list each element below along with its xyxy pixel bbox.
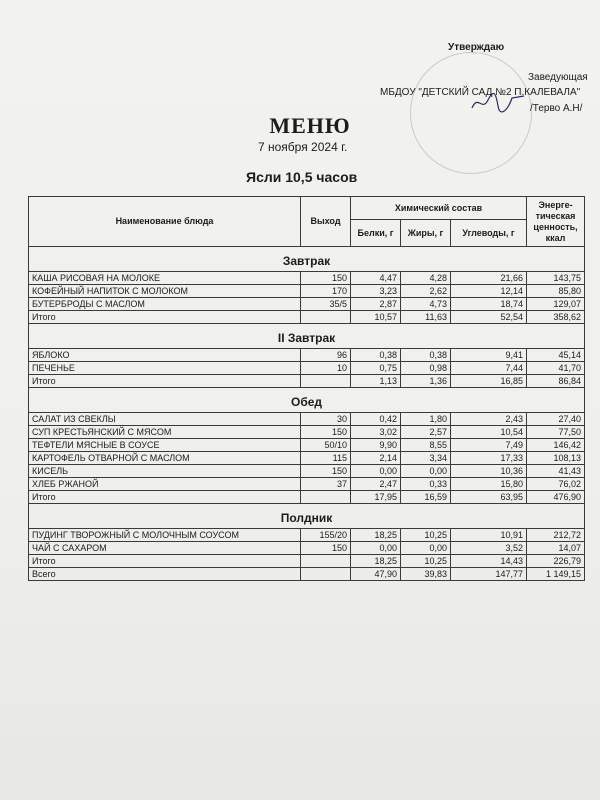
dish-name: ПЕЧЕНЬЕ: [29, 362, 301, 375]
dish-energy: 41,43: [527, 465, 585, 478]
dish-fat: 8,55: [401, 439, 451, 452]
dish-fat: 4,73: [401, 298, 451, 311]
dish-protein: 3,23: [351, 285, 401, 298]
total-fat: 1,36: [401, 375, 451, 388]
grand-total-label: Всего: [29, 568, 301, 581]
dish-protein: 0,00: [351, 465, 401, 478]
total-fat: 10,25: [401, 555, 451, 568]
total-fat: 11,63: [401, 311, 451, 324]
total-row: [29, 491, 585, 504]
dish-name: КОФЕЙНЫЙ НАПИТОК С МОЛОКОМ: [29, 285, 301, 298]
grand-total-carbs: 147,77: [451, 568, 527, 581]
dish-protein: 0,38: [351, 349, 401, 362]
col-carbs-header: Углеводы, г: [451, 220, 527, 247]
dish-energy: 76,02: [527, 478, 585, 491]
approval-name: /Терво А.Н/: [530, 103, 583, 114]
dish-energy: 27,40: [527, 413, 585, 426]
table-row: [29, 465, 585, 478]
dish-protein: 2,47: [351, 478, 401, 491]
grand-total-energy: 1 149,15: [527, 568, 585, 581]
menu-table: [28, 196, 585, 581]
dish-energy: 146,42: [527, 439, 585, 452]
dish-fat: 1,80: [401, 413, 451, 426]
dish-carbs: 10,54: [451, 426, 527, 439]
table-row: [29, 439, 585, 452]
table-row: [29, 478, 585, 491]
dish-name: САЛАТ ИЗ СВЕКЛЫ: [29, 413, 301, 426]
dish-carbs: 17,33: [451, 452, 527, 465]
section-header-row: [29, 324, 585, 349]
dish-name: СУП КРЕСТЬЯНСКИЙ С МЯСОМ: [29, 426, 301, 439]
empty-cell: [301, 375, 351, 388]
total-row: [29, 375, 585, 388]
dish-fat: 2,57: [401, 426, 451, 439]
dish-output: 10: [301, 362, 351, 375]
dish-fat: 0,38: [401, 349, 451, 362]
dish-fat: 2,62: [401, 285, 451, 298]
dish-carbs: 15,80: [451, 478, 527, 491]
table-row: [29, 542, 585, 555]
dish-output: 150: [301, 542, 351, 555]
dish-output: 150: [301, 272, 351, 285]
dish-energy: 45,14: [527, 349, 585, 362]
dish-fat: 0,00: [401, 542, 451, 555]
dish-carbs: 18,74: [451, 298, 527, 311]
dish-output: 150: [301, 426, 351, 439]
menu-date: 7 ноября 2024 г.: [258, 140, 348, 154]
total-label: Итого: [29, 375, 301, 388]
dish-carbs: 10,36: [451, 465, 527, 478]
section-title: Обед: [29, 388, 585, 413]
empty-cell: [301, 555, 351, 568]
dish-energy: 14,07: [527, 542, 585, 555]
dish-protein: 3,02: [351, 426, 401, 439]
dish-name: КАРТОФЕЛЬ ОТВАРНОЙ С МАСЛОМ: [29, 452, 301, 465]
dish-carbs: 9,41: [451, 349, 527, 362]
dish-output: 50/10: [301, 439, 351, 452]
col-chemical-header: Химический состав: [351, 197, 527, 220]
dish-carbs: 10,91: [451, 529, 527, 542]
empty-cell: [301, 311, 351, 324]
dish-protein: 0,75: [351, 362, 401, 375]
empty-cell: [301, 568, 351, 581]
dish-output: 37: [301, 478, 351, 491]
dish-carbs: 2,43: [451, 413, 527, 426]
table-row: [29, 298, 585, 311]
dish-protein: 0,42: [351, 413, 401, 426]
grand-total-fat: 39,83: [401, 568, 451, 581]
total-fat: 16,59: [401, 491, 451, 504]
dish-protein: 0,00: [351, 542, 401, 555]
table-row: [29, 362, 585, 375]
col-dish-header: Наименование блюда: [29, 197, 301, 247]
dish-output: 155/20: [301, 529, 351, 542]
total-label: Итого: [29, 491, 301, 504]
section-header-row: [29, 504, 585, 529]
dish-energy: 212,72: [527, 529, 585, 542]
dish-carbs: 21,66: [451, 272, 527, 285]
total-protein: 10,57: [351, 311, 401, 324]
total-protein: 17,95: [351, 491, 401, 504]
approval-heading: Утверждаю: [448, 42, 505, 53]
table-row: [29, 426, 585, 439]
dish-name: ЯБЛОКО: [29, 349, 301, 362]
dish-output: 150: [301, 465, 351, 478]
dish-output: 96: [301, 349, 351, 362]
dish-energy: 143,75: [527, 272, 585, 285]
approval-organization: МБДОУ "ДЕТСКИЙ САД №2 П.КАЛЕВАЛА": [380, 87, 581, 98]
section-title: Завтрак: [29, 247, 585, 272]
dish-protein: 2,87: [351, 298, 401, 311]
dish-energy: 41,70: [527, 362, 585, 375]
section-title: II Завтрак: [29, 324, 585, 349]
section-header-row: [29, 247, 585, 272]
dish-carbs: 7,44: [451, 362, 527, 375]
table-row: [29, 529, 585, 542]
col-protein-header: Белки, г: [351, 220, 401, 247]
dish-energy: 85,80: [527, 285, 585, 298]
grand-total-row: [29, 568, 585, 581]
dish-name: ТЕФТЕЛИ МЯСНЫЕ В СОУСЕ: [29, 439, 301, 452]
dish-fat: 10,25: [401, 529, 451, 542]
total-carbs: 63,95: [451, 491, 527, 504]
dish-fat: 3,34: [401, 452, 451, 465]
dish-protein: 18,25: [351, 529, 401, 542]
total-carbs: 52,54: [451, 311, 527, 324]
total-energy: 226,79: [527, 555, 585, 568]
col-output-header: Выход: [301, 197, 351, 247]
table-row: [29, 413, 585, 426]
dish-protein: 2,14: [351, 452, 401, 465]
dish-fat: 0,00: [401, 465, 451, 478]
total-row: [29, 555, 585, 568]
dish-name: КАША РИСОВАЯ НА МОЛОКЕ: [29, 272, 301, 285]
dish-protein: 9,90: [351, 439, 401, 452]
section-title: Полдник: [29, 504, 585, 529]
dish-output: 115: [301, 452, 351, 465]
total-row: [29, 311, 585, 324]
dish-name: БУТЕРБРОДЫ С МАСЛОМ: [29, 298, 301, 311]
dish-name: ЧАЙ С САХАРОМ: [29, 542, 301, 555]
dish-output: 30: [301, 413, 351, 426]
total-protein: 1,13: [351, 375, 401, 388]
col-fat-header: Жиры, г: [401, 220, 451, 247]
dish-protein: 4,47: [351, 272, 401, 285]
approval-position: Заведующая: [528, 72, 588, 83]
table-row: [29, 285, 585, 298]
total-energy: 358,62: [527, 311, 585, 324]
dish-name: ХЛЕБ РЖАНОЙ: [29, 478, 301, 491]
total-protein: 18,25: [351, 555, 401, 568]
table-row: [29, 272, 585, 285]
total-energy: 476,90: [527, 491, 585, 504]
dish-name: КИСЕЛЬ: [29, 465, 301, 478]
section-header-row: [29, 388, 585, 413]
dish-carbs: 3,52: [451, 542, 527, 555]
dish-energy: 108,13: [527, 452, 585, 465]
total-carbs: 16,85: [451, 375, 527, 388]
grand-total-protein: 47,90: [351, 568, 401, 581]
dish-carbs: 12,14: [451, 285, 527, 298]
group-name: Ясли 10,5 часов: [246, 169, 358, 185]
dish-output: 170: [301, 285, 351, 298]
dish-name: ПУДИНГ ТВОРОЖНЫЙ С МОЛОЧНЫМ СОУСОМ: [29, 529, 301, 542]
dish-output: 35/5: [301, 298, 351, 311]
total-label: Итого: [29, 555, 301, 568]
dish-fat: 4,28: [401, 272, 451, 285]
table-row: [29, 452, 585, 465]
dish-carbs: 7,49: [451, 439, 527, 452]
dish-fat: 0,98: [401, 362, 451, 375]
dish-energy: 129,07: [527, 298, 585, 311]
total-energy: 86,84: [527, 375, 585, 388]
col-energy-header: Энерге-тическая ценность, ккал: [527, 197, 585, 247]
dish-energy: 77,50: [527, 426, 585, 439]
table-row: [29, 349, 585, 362]
page-title: МЕНЮ: [269, 113, 351, 138]
dish-fat: 0,33: [401, 478, 451, 491]
total-label: Итого: [29, 311, 301, 324]
empty-cell: [301, 491, 351, 504]
total-carbs: 14,43: [451, 555, 527, 568]
